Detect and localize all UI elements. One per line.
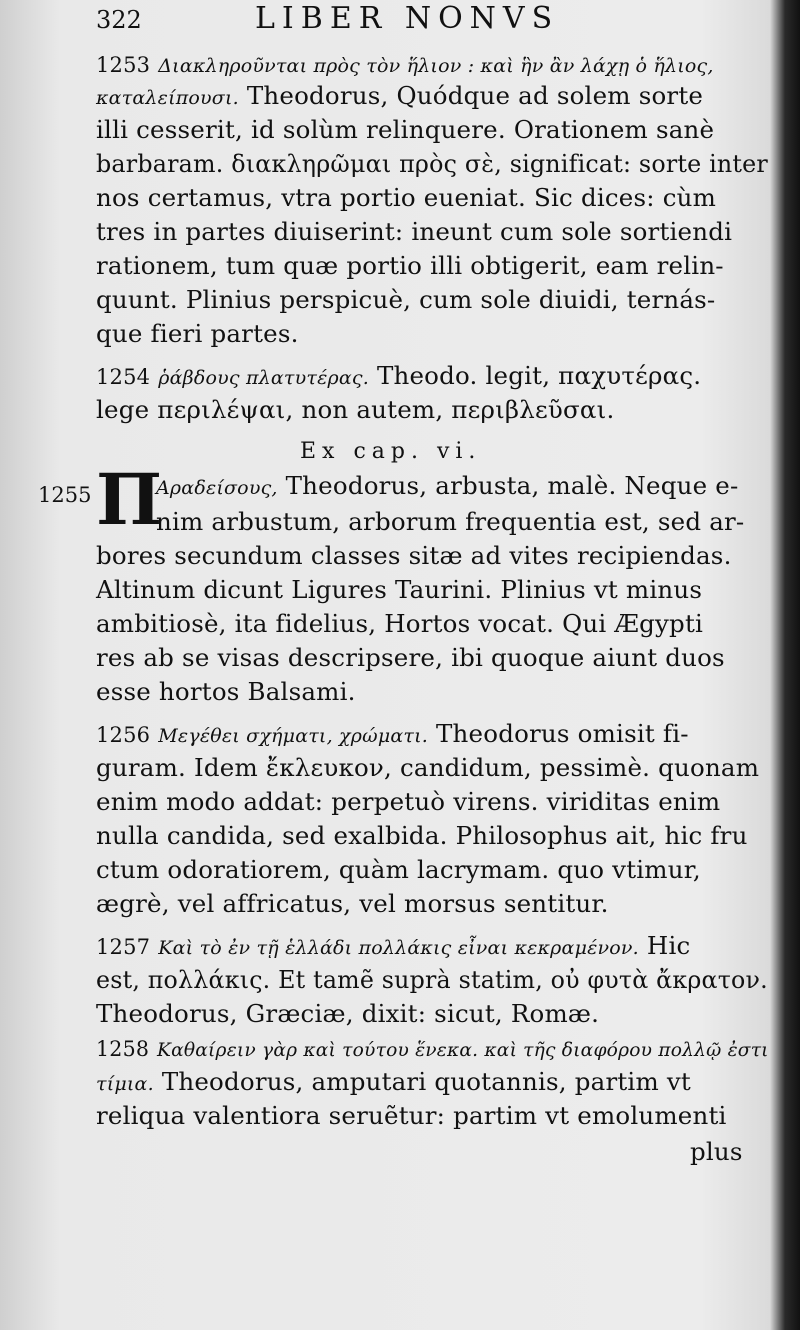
- text-line: guram. Idem ἔκλευκον, candidum, pessimè. quonam: [96, 753, 760, 782]
- text-line: enim modo addat: perpetuò virens. viriditas enim: [96, 787, 721, 816]
- text-line: lege περιλέψαι, non autem, περιβλεῦσαι.: [96, 395, 615, 424]
- note-number: 1258: [96, 1037, 150, 1061]
- margin-note-number: 1255: [38, 483, 92, 507]
- text-line: esse hortos Balsami.: [96, 677, 356, 706]
- text-line: est, πολλάκις. Et tamẽ suprà statim, οὐ φυτὰ ἄκρατον.: [96, 965, 768, 994]
- note-number: 1257: [96, 935, 151, 959]
- greek-phrase: καταλείπουσι.: [96, 87, 239, 109]
- text-line: bores secundum classes sitæ ad vites recipiendas.: [96, 541, 732, 570]
- section-heading: Ex cap. vi.: [300, 439, 482, 464]
- note-number: 1256: [96, 723, 151, 747]
- text-line: nos certamus, vtra portio eueniat. Sic dices: cùm: [96, 183, 717, 212]
- text-line: nim arbustum, arborum frequentia est, sed ar-: [156, 507, 745, 536]
- text-line: ctum odoratiorem, quàm lacrymam. quo vtimur,: [96, 855, 701, 884]
- text-line: [96, 48, 714, 82]
- note-number: 1254: [96, 365, 151, 389]
- greek-phrase: Μεγέθει σχήματι, χρώματι.: [158, 725, 429, 747]
- text-line: καταλείπουσι. Theodorus, Quódque ad solem sorte: [96, 81, 704, 110]
- text-line: [96, 1032, 769, 1066]
- page-number: 322: [96, 6, 142, 34]
- greek-phrase: Καὶ τὸ ἐν τῇ ἑλλάδι πολλάκις εἶναι κεκραμένον.: [158, 937, 639, 959]
- text-line: τίμια. Theodorus, amputari quotannis, partim vt: [96, 1067, 691, 1096]
- text-line: 1254 ῥάβδους πλατυτέρας. Theodo. legit, παχυτέρας.: [96, 361, 702, 390]
- greek-phrase: ῥάβδους πλατυτέρας.: [158, 367, 369, 389]
- text-line: res ab se visas descripsere, ibi quoque aiunt duos: [96, 643, 725, 672]
- greek-phrase: Καθαίρειν γὰρ καὶ τούτου ἕνεκα. καὶ τῆς διαφόρου πολλῷ ἐστι: [157, 1039, 769, 1061]
- text-line: nulla candida, sed exalbida. Philosophus ait, hic fru: [96, 821, 748, 850]
- text-line: reliqua valentiora seruẽtur: partim vt emolumenti: [96, 1101, 727, 1130]
- text-line: rationem, tum quæ portio illi obtigerit, eam relin-: [96, 251, 724, 280]
- text-line: quunt. Plinius perspicuè, cum sole diuidi, ternás-: [96, 285, 716, 314]
- catchword: plus: [690, 1137, 743, 1166]
- drop-cap-letter: Π: [96, 458, 163, 541]
- text-line: que fieri partes.: [96, 319, 299, 348]
- text-line: Altinum dicunt Ligures Taurini. Plinius vt minus: [96, 575, 703, 604]
- text-line: Theodorus, Græciæ, dixit: sicut, Romæ.: [96, 999, 600, 1028]
- text-line: 1257 Καὶ τὸ ἐν τῇ ἑλλάδι πολλάκις εἶναι κεκραμένον. Hic: [96, 931, 691, 960]
- text-line: tres in partes diuiserint: ineunt cum sole sortiendi: [96, 217, 733, 246]
- page-header-title: LIBER NONVS: [255, 1, 560, 36]
- note-number: 1253: [96, 53, 151, 77]
- greek-phrase: Διακληροῦνται πρὸς τὸν ἥλιον : καὶ ἣν ἂν λάχῃ ὁ ἥλιος,: [158, 55, 714, 77]
- text-line: ambitiosè, ita fidelius, Hortos vocat. Qui Ægypti: [96, 609, 704, 638]
- greek-phrase: τίμια.: [96, 1073, 154, 1095]
- text-line: ægrè, vel affricatus, vel morsus sentitur.: [96, 889, 609, 918]
- text-line: barbaram. διακληρῶμαι πρὸς σὲ, significat: sorte inter: [96, 149, 768, 178]
- greek-phrase: Αραδείσους,: [156, 477, 278, 499]
- text-line: illi cesserit, id solùm relinquere. Orationem sanè: [96, 115, 715, 144]
- text-line: Αραδείσους, Theodorus, arbusta, malè. Neque e-: [156, 471, 739, 500]
- text-line: 1256 Μεγέθει σχήματι, χρώματι. Theodorus omisit fi-: [96, 719, 689, 748]
